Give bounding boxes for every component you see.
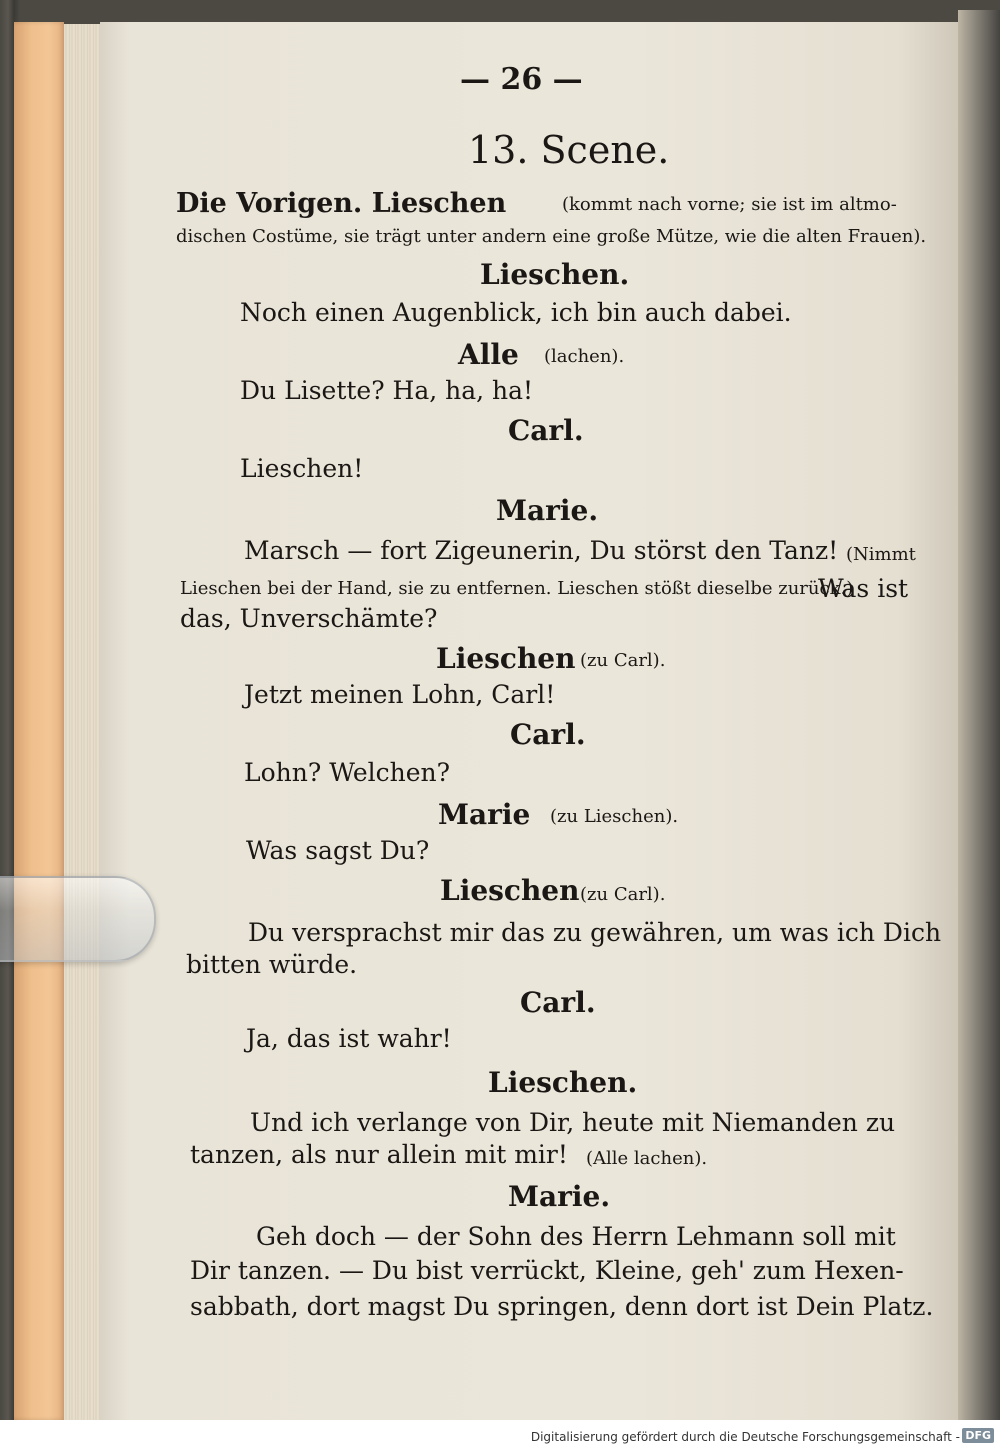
dialogue-line: Was ist — [818, 574, 909, 603]
speaker-name: Carl. — [510, 718, 586, 751]
speaker-name: Alle — [458, 338, 519, 371]
speaker-name: Marie. — [508, 1180, 611, 1213]
scene-title: 13. Scene. — [468, 128, 670, 172]
speaker-name: Marie — [438, 798, 531, 831]
speaker-name: Lieschen. — [480, 258, 630, 291]
footer-bar — [0, 1420, 1000, 1452]
stage-direction: Lieschen bei der Hand, sie zu entfernen. Lieschen stößt dieselbe zurück.) — [180, 578, 854, 599]
stage-direction: (zu Carl). — [580, 884, 666, 905]
speaker-name: Lieschen — [436, 642, 576, 675]
dialogue-line: Was sagst Du? — [246, 836, 430, 865]
speaker-name: Carl. — [508, 414, 584, 447]
stage-direction: (Alle lachen). — [586, 1148, 708, 1169]
stage-direction: dischen Costüme, sie trägt unter andern eine große Mütze, wie die alten Frauen). — [176, 226, 927, 247]
stage-direction: (lachen). — [544, 346, 625, 367]
dialogue-line: das, Unverschämte? — [180, 604, 438, 633]
dialogue-line: Dir tanzen. — Du bist verrückt, Kleine, geh' zum Hexen- — [190, 1256, 904, 1285]
dialogue-line: Du Lisette? Ha, ha, ha! — [240, 376, 534, 405]
plastic-clip — [0, 876, 156, 962]
dialogue-line: Marsch — fort Zigeunerin, Du störst den Tanz! — [244, 536, 839, 565]
speaker-name: Lieschen — [440, 874, 580, 907]
dialogue-line: tanzen, als nur allein mit mir! — [190, 1140, 568, 1169]
dialogue-line: Lieschen! — [240, 454, 364, 483]
dialogue-line: Noch einen Augenblick, ich bin auch dabei. — [240, 298, 792, 327]
speaker-name: Marie. — [496, 494, 599, 527]
scene-heading: Die Vorigen. Lieschen — [176, 188, 507, 219]
dialogue-line: Lohn? Welchen? — [244, 758, 451, 787]
dfg-logo: DFG — [962, 1428, 994, 1443]
dialogue-line: bitten würde. — [186, 950, 358, 979]
dialogue-line: sabbath, dort magst Du springen, denn dort ist Dein Platz. — [190, 1292, 934, 1321]
dialogue-line: Ja, das ist wahr! — [246, 1024, 452, 1053]
speaker-name: Carl. — [520, 986, 596, 1019]
dialogue-line: Geh doch — der Sohn des Herrn Lehmann soll mit — [256, 1222, 896, 1251]
book-edge — [14, 22, 64, 1420]
dialogue-line: Du versprachst mir das zu gewähren, um was ich Dich — [248, 918, 942, 947]
stage-direction: (zu Lieschen). — [550, 806, 679, 827]
funding-credit: Digitalisierung gefördert durch die Deutsche Forschungsgemeinschaft - — [530, 1430, 960, 1444]
page-number: — 26 — — [460, 62, 583, 97]
speaker-name: Lieschen. — [488, 1066, 638, 1099]
stage-direction: (Nimmt — [846, 544, 916, 565]
stage-direction: (zu Carl). — [580, 650, 666, 671]
page-gutter — [958, 10, 1000, 1420]
dialogue-line: Jetzt meinen Lohn, Carl! — [244, 680, 556, 709]
stage-direction: (kommt nach vorne; sie ist im altmo- — [562, 194, 897, 215]
dialogue-line: Und ich verlange von Dir, heute mit Niemanden zu — [250, 1108, 896, 1137]
